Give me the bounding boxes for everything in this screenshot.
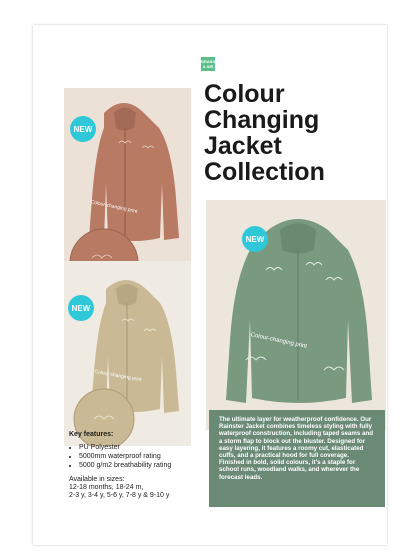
green-jacket-illustration [206, 200, 386, 430]
description-panel [209, 410, 385, 507]
feature-item: • 5000mm waterproof rating [79, 452, 219, 461]
page-title [204, 81, 384, 185]
title-line-4: Collection [204, 158, 325, 186]
features-list [69, 443, 219, 470]
title-line-2: Changing [204, 106, 320, 134]
key-features-heading: Key features: [69, 431, 114, 438]
sizes-line-2: 2-3 y, 3-4 y, 5-6 y, 7-8 y & 9-10 y [69, 492, 170, 499]
green-jacket-photo [206, 200, 386, 430]
description-text: The ultimate layer for weatherproof confidence. Our Rainster Jacket combines timeless styling with fully waterproof construction, including taped seams and a storm flap to block out the bluster. Designed for easy layering, it features a roomy cut, elasticated cuffs, and a practical hood for full coverage. Finished in bold, solid colours, it's a staple for school runs, woodland walks, and wherever the forecast leads. [219, 416, 374, 481]
logo-text-line2: & AIR [202, 64, 214, 69]
brand-logo [201, 57, 215, 71]
new-badge-beige: NEW [68, 295, 94, 321]
feature-item: • PU Polyester [79, 443, 219, 452]
sizes-line-1: 12-18 months, 18-24 m, [69, 484, 144, 491]
print-label-green: Colour-changing print [250, 332, 308, 350]
title-line-3: Jacket [204, 132, 282, 160]
key-features [69, 431, 219, 500]
sizes-heading: Available in sizes: [69, 476, 125, 483]
new-badge-rust: NEW [70, 116, 96, 142]
catalog-page [33, 25, 387, 545]
feature-item: • 5000 g/m2 breathability rating [79, 461, 219, 470]
print-label-rust: Colour-changing print [89, 199, 138, 215]
logo-text-line1: GRASS [200, 59, 216, 64]
rust-jacket-photo [64, 88, 191, 278]
beige-jacket-photo [64, 261, 191, 446]
title-line-1: Colour [204, 80, 285, 108]
print-label-beige: Colour-changing print [93, 368, 142, 384]
beige-jacket-illustration [64, 261, 191, 446]
new-badge-green: NEW [242, 226, 268, 252]
